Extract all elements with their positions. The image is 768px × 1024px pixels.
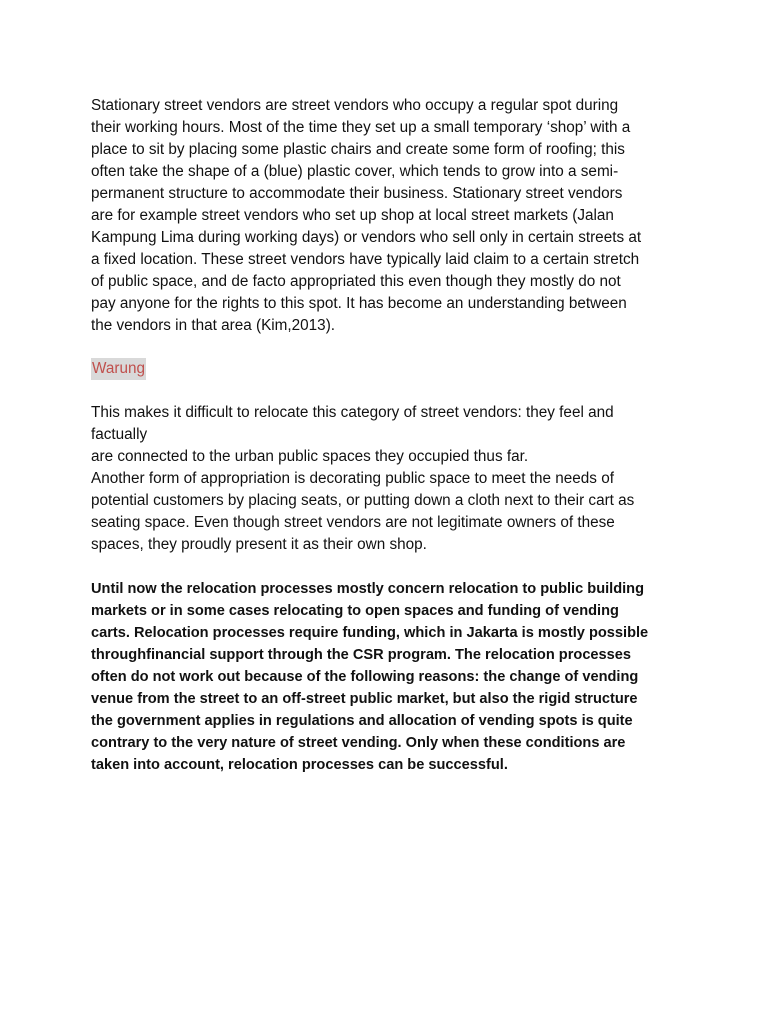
- paragraph-relocation-difficulty: This makes it difficult to relocate this category of street vendors: they feel and factually are connected to the urban public spaces they occupied thus far. Another form of appropriation is decorating public space to meet the needs of potential customers by placing seats, or putting down a cloth next to their cart as seating space. Even though street vendors are not legitimate owners of these spaces, they proudly present it as their own shop.: [91, 404, 635, 553]
- paragraph-relocation-processes: Until now the relocation processes mostly concern relocation to public building markets or in some cases relocating to open spaces and funding of vending carts. Relocation processes require funding, which in Jakarta is mostly possible throughfinancial support through the CSR program. The relocation processes often do not work out because of the following reasons: the change of vending venue from the street to an off-street public market, but also the rigid structure the government applies in regulations and allocation of vending spots is quite contrary to the very nature of street vending. Only when these conditions are taken into account, relocation processes can be successful.: [91, 581, 649, 773]
- paragraph-stationary-vendors: Stationary street vendors are street vendors who occupy a regular spot during their working hours. Most of the time they set up a small temporary ‘shop’ with a place to sit by placing some plastic chairs and create some form of roofing; this often take the shape of a (blue) plastic cover, which tends to grow into a semi- permanent structure to accommodate their business. Stationary street vendors are for example street vendors who set up shop at local street markets (Jalan Kampung Lima during working days) or vendors who sell only in certain streets at a fixed location. These street vendors have typically laid claim to a certain stretch of public space, and de facto appropriated this even though they mostly do not pay anyone for the rights to this spot. It has become an understanding between the vendors in that area (Kim,2013).: [91, 97, 642, 334]
- section-heading-warung: Warung: [91, 358, 146, 380]
- heading-container: [91, 358, 678, 380]
